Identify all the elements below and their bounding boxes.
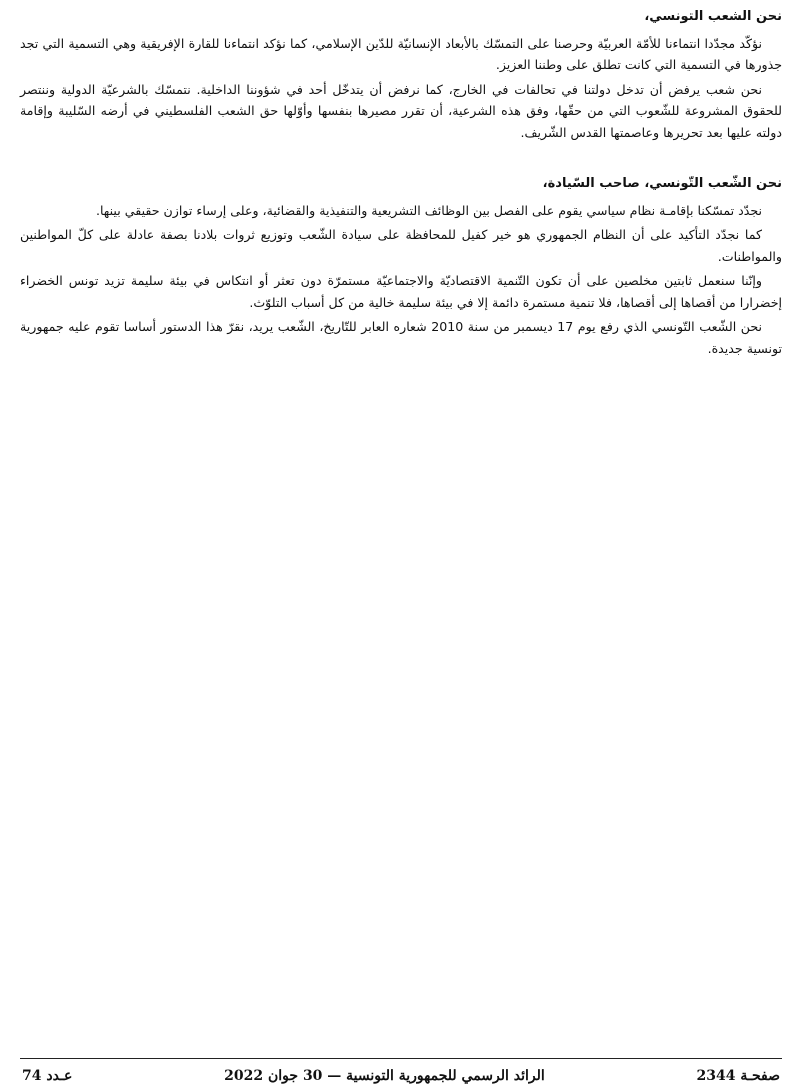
paragraph-republican-system: كما نجدّد التأكيد على أن النظام الجمهوري هو خير كفيل للمحافظة على سيادة الشّعب وتوزيع ثروات بلادنا بصفة عادلة على كلّ المواطنين والمواطنات. (20, 227, 782, 264)
issue-number: عـدد 74 (22, 1068, 73, 1084)
section-heading-tunisian-people: نحن الشعب التونسي، (644, 9, 782, 24)
section-heading-sovereign-people: نحن الشّعب التّونسي، صاحب السّيادة، (542, 176, 782, 191)
preamble-text (20, 6, 782, 362)
page-number: صفحـة 2344 (696, 1068, 780, 1084)
paragraph-foreign-policy: نحن شعب يرفض أن تدخل دولتنا في تحالفات في الخارج، كما نرفض أن يتدخّل أحد في شؤوننا الداخلية. نتمسّك بالشرعيّة الدولية وننتصر للحقوق المشروعة للشّعوب التي من حقّها، وفق هذه الشرعية، أن تقرر مصيرها بنفسها وأوّلها حق الشعب الفلسطيني في أرضه السّليبة وإقامة دولته عليها بعد تحريرها وعاصمتها القدس الشّريف. (20, 81, 782, 140)
paragraph-separation-of-powers: نجدّد تمسّكنا بإقامـة نظام سياسي يقوم على الفصل بين الوظائف التشريعية والتنفيذية والقضائية، وعلى إرساء توازن حقيقي بينها. (95, 202, 762, 218)
footer-divider (20, 1058, 782, 1059)
page-footer (22, 1064, 780, 1088)
paragraph-constitution-adoption: نحن الشّعب التّونسي الذي رفع يوم 17 ديسمبر من سنة 2010 شعاره العابر للتّاريخ، الشّعب يريد، نقرّ هذا الدستور أساسا تقوم عليه جمهورية تونسية جديدة. (20, 319, 782, 356)
paragraph-arab-african-identity: نؤكّد مجدّدا انتماءنا للأمّة العربيّة وحرصنا على التمسّك بالأبعاد الإنسانيّة للدّين الإسلامي، كما نؤكد انتماءنا للقارة الإفريقية وهي التسمية التي تجد جذورها في التسمية التي كانت تطلق على وطننا العزيز. (20, 35, 782, 72)
publication-title: الرائد الرسمي للجمهورية التونسية — 30 جوان 2022 (224, 1068, 545, 1084)
paragraph-sustainable-development: وإنّنا سنعمل ثابتين مخلصين على أن تكون التّنمية الاقتصاديّة والاجتماعيّة مستمرّة دون تعثر أو انتكاس في بيئة سليمة تزيد تونس الخضراء إخضرارا من أقصاها إلى أقصاها، فلا تنمية مستمرة دائمة إلا في بيئة سليمة خالية من كل أسباب التلوّث. (20, 273, 782, 310)
